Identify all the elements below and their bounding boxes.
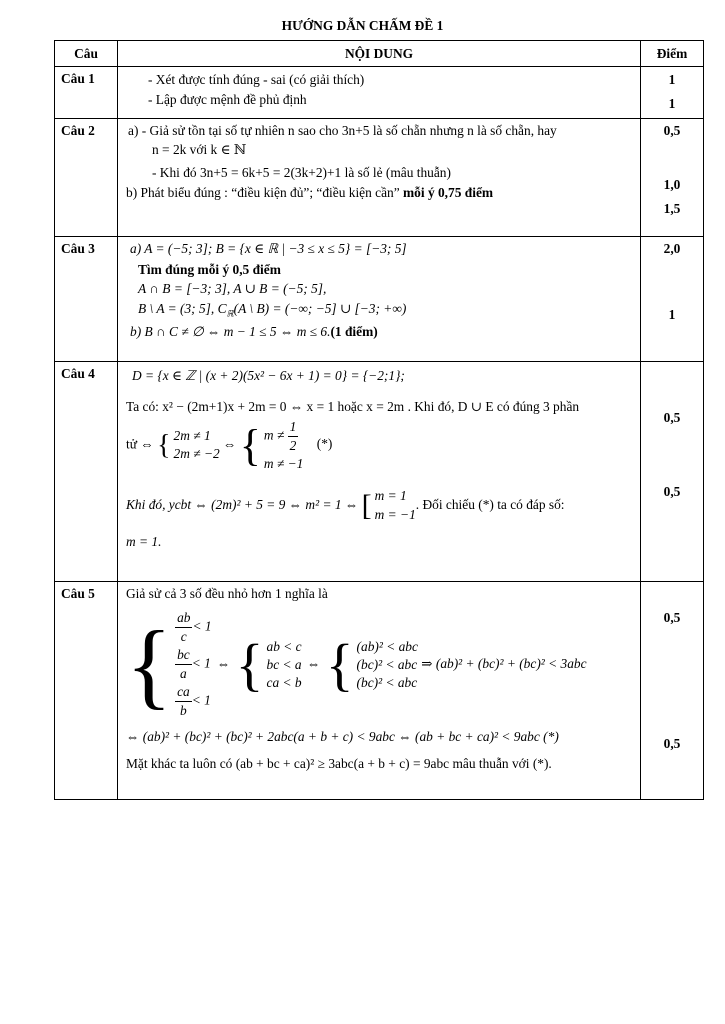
content-line: Ta có: x² − (2m+1)x + 2m = 0 ⇔ x = 1 hoặc x = 2m . Khi đó, D ∪ E có đúng 3 phần [126, 398, 580, 414]
row-cau-3 [55, 237, 704, 362]
question-label: Câu 2 [55, 119, 118, 237]
row-content [118, 362, 641, 582]
points-value: 0,5 [663, 610, 681, 625]
subscript: ℝ [226, 308, 234, 319]
header-row [55, 41, 704, 67]
content-line: Tìm đúng mỗi ý 0,5 điểm [138, 261, 281, 277]
equation-system [362, 487, 416, 525]
content-text: ⇒ (ab)² + (bc)² + (bc)² < 3abc [421, 655, 587, 671]
content-line [118, 181, 640, 202]
content-text: ⇔ [223, 436, 237, 452]
question-label: Câu 4 [55, 362, 118, 582]
row-cau-5 [55, 582, 704, 800]
content-text: b) Phát biểu đúng : “điều kiện đủ”; “điều kiện cần” [126, 185, 404, 201]
equation-system [157, 427, 220, 463]
content-line: D = {x ∈ ℤ | (x + 2)(5x² − 6x + 1) = 0} = {−2;1}; [132, 368, 405, 383]
row-content [118, 67, 641, 119]
content-line [118, 473, 640, 525]
condition-text: < 1 [191, 693, 211, 709]
brace-icon: { [325, 631, 354, 697]
content-line: m = 1. [126, 534, 162, 550]
header-content: NỘI DUNG [118, 41, 641, 67]
points-value: 0,5 [663, 736, 681, 751]
points-value: 0,5 [663, 123, 681, 138]
fraction [175, 646, 192, 683]
condition: m ≠ −1 [263, 455, 304, 471]
numerator: bc [175, 646, 192, 665]
question-label: Câu 5 [55, 582, 118, 800]
condition-text: < 1 [191, 655, 211, 671]
points-cell [641, 119, 704, 237]
row-cau-1 [55, 67, 704, 119]
content-line [118, 297, 640, 320]
content-line: Mặt khác ta luôn có (ab + bc + ca)² ≥ 3abc(a + b + c) = 9abc mâu thuẫn với (*). [126, 755, 552, 771]
equation-system [126, 605, 212, 725]
condition: bc < a [266, 656, 302, 672]
header-question: Câu [55, 41, 118, 67]
row-content [118, 119, 641, 237]
condition [175, 609, 211, 646]
content-line [118, 603, 640, 725]
content-text-bold: (1 điểm) [330, 324, 378, 340]
points-value: 0,5 [663, 484, 681, 499]
condition: m = −1 [374, 506, 416, 522]
condition-text: m ≠ [263, 427, 285, 443]
denominator: c [180, 629, 187, 645]
content-line: - Lập được mệnh đề phủ định [148, 91, 307, 107]
brace-icon: { [239, 420, 261, 470]
content-line: a) A = (−5; 3]; B = {x ∈ ℝ | −3 ≤ x ≤ 5} = [−3; 5] [130, 241, 407, 256]
condition: (bc)² < abc [356, 656, 418, 672]
content-text: b) B ∩ C ≠ ∅ ⇔ m − 1 ≤ 5 ⇔ m ≤ 6. [130, 324, 331, 340]
points-cell [641, 237, 704, 362]
question-label: Câu 3 [55, 237, 118, 362]
content-text: Khi đó, ycbt ⇔ (2m)² + 5 = 9 ⇔ m² = 1 ⇔ [126, 496, 359, 512]
numerator: ca [175, 683, 192, 702]
content-text: B \ A = (3; 5], C [138, 301, 227, 317]
header-points: Điểm [641, 41, 704, 67]
equation-system [240, 418, 304, 473]
fraction [175, 683, 192, 720]
condition [175, 683, 211, 720]
condition [264, 418, 303, 455]
condition: 2m ≠ −2 [173, 446, 220, 462]
denominator: 2 [289, 437, 297, 453]
points-value: 1,0 [663, 177, 681, 192]
condition: ca < b [266, 674, 302, 690]
fraction [288, 418, 299, 455]
condition-text: < 1 [192, 618, 212, 634]
content-text: (*) [316, 436, 333, 452]
content-line: Giả sử cả 3 số đều nhỏ hơn 1 nghĩa là [126, 586, 328, 601]
content-line: n = 2k với k ∈ ℕ [152, 141, 247, 157]
points-cell [641, 362, 704, 582]
points-value: 1,5 [663, 201, 681, 216]
points-cell [641, 582, 704, 800]
numerator: ab [175, 609, 192, 628]
content-text: . Đối chiếu (*) ta có đáp số: [415, 496, 565, 512]
denominator: a [180, 666, 187, 682]
condition: (bc)² < abc [356, 674, 418, 690]
content-text: ⇔ [216, 655, 231, 671]
points-value: 0,5 [663, 410, 681, 425]
content-line: ⇔ (ab)² + (bc)² + (bc)² + 2abc(a + b + c) < 9abc ⇔ (ab + bc + ca)² < 9abc (*) [126, 728, 559, 744]
condition: ab < c [266, 638, 302, 654]
content-line: A ∩ B = [−3; 3], A ∪ B = (−5; 5], [138, 280, 327, 296]
brace-icon: { [235, 631, 264, 697]
page-title: HƯỚNG DẪN CHẤM ĐỀ 1 [281, 18, 444, 33]
points-value: 1 [668, 96, 676, 111]
question-label: Câu 1 [55, 67, 118, 119]
content-line: - Khi đó 3n+5 = 6k+5 = 2(3k+2)+1 là số lẻ (mâu thuẫn) [152, 164, 451, 180]
content-text-bold: mỗi ý 0,75 điểm [403, 185, 494, 201]
brace-icon: { [126, 610, 173, 718]
row-content [118, 237, 641, 362]
row-cau-4 [55, 362, 704, 582]
row-content [118, 582, 641, 800]
condition: (ab)² < abc [356, 638, 418, 654]
content-text: ⇔ [306, 655, 321, 671]
content-text: (A \ B) = (−∞; −5] ∪ [−3; +∞) [233, 301, 407, 317]
content-line [118, 320, 640, 341]
equation-system [326, 629, 418, 702]
fraction [175, 609, 192, 646]
points-value: 1 [668, 72, 676, 87]
content-line [118, 416, 640, 473]
points-cell [641, 67, 704, 119]
equation-system [236, 629, 302, 702]
grading-table [54, 40, 704, 800]
content-line: a) - Giả sử tồn tại số tự nhiên n sao cho 3n+5 là số chẵn nhưng n là số chẵn, hay [128, 123, 557, 138]
numerator: 1 [288, 418, 299, 437]
condition: 2m ≠ 1 [173, 428, 211, 444]
denominator: b [180, 703, 187, 719]
bracket-icon: [ [361, 488, 372, 522]
points-value: 2,0 [663, 241, 681, 256]
content-line: - Xét được tính đúng - sai (có giải thích) [148, 72, 365, 87]
condition: m = 1 [374, 488, 407, 504]
row-cau-2 [55, 119, 704, 237]
content-text: tử ⇔ [126, 436, 154, 452]
points-value: 1 [668, 307, 676, 322]
brace-icon: { [157, 429, 171, 461]
condition [175, 646, 211, 683]
